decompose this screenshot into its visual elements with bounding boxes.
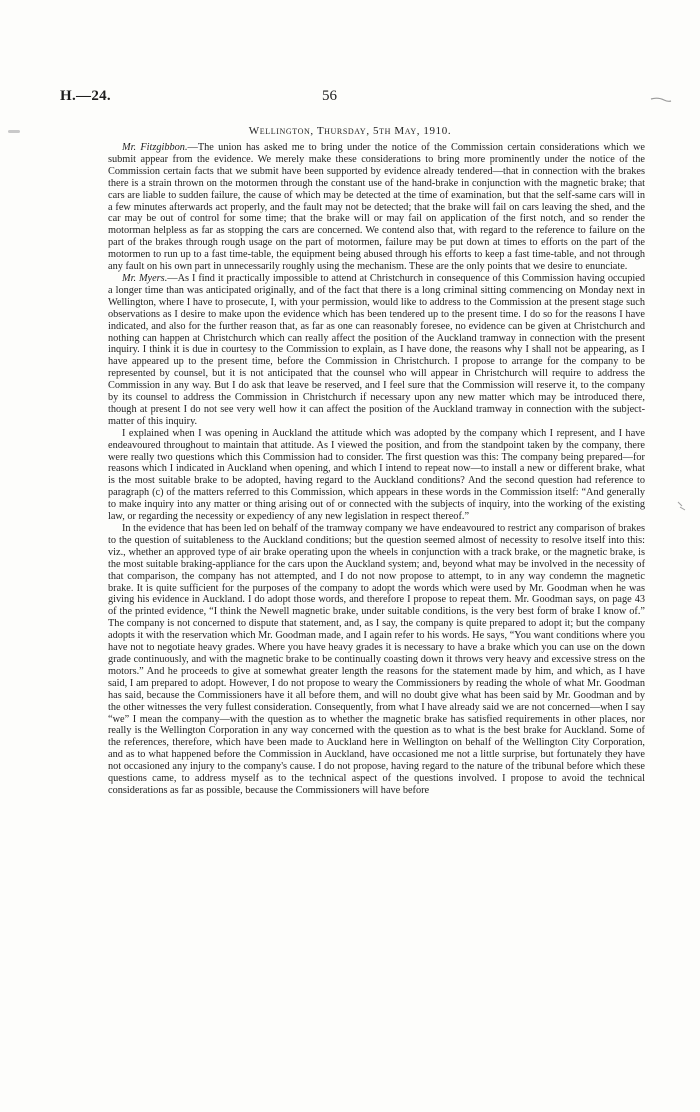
paragraph-text: I explained when I was opening in Auckland the attitude which was adopted by the company which I represent, and I have endeavoured throughout to maintain that attitude. As I viewed the position, and from the standpoint taken by the company, there were really two questions which this Commission had to consider. The first question was this: The company being prepared—for reasons which I indicated in Auckland when opening, and which I intend to repeat now—to install a new or different brake, what is the most suitable brake to be adopted, having regard to the Auckland conditions? And the second question had reference to paragraph (c) of the matters referred to this Commission, which appears in these words in the Commission itself: “And generally to make inquiry into any matter or thing arising out of or connected with the subjects of inquiry, into the working of the existing law, or regarding the necessity or expediency of any new legislation in respect thereof.” xyxy=(108,427,645,523)
page-number: 56 xyxy=(322,88,337,104)
paragraph-opening-attitude xyxy=(108,428,645,523)
parliamentary-paper-ref: H.—24. xyxy=(60,88,111,104)
section-heading: Wellington, Thursday, 5th May, 1910. xyxy=(248,125,452,137)
margin-mark xyxy=(650,96,672,104)
document-body xyxy=(108,142,645,797)
paragraph-evidence xyxy=(108,523,645,797)
paragraph-myers xyxy=(108,273,645,428)
paragraph-text: —The union has asked me to bring under the notice of the Commission certain considerations which we submit appear from the evidence. We merely make these considerations to bring more prominently under the notice of the Commission certain facts that we submit have been supported by evidence already tendered—that in connection with the brakes there is a strain thrown on the motormen through the constant use of the hand-brake in conjunction with the magnetic brake; that cars are liable to sudden failure, the cause of which may be detected at the time of examination, but that the self-same cars will in a few minutes afterwards act properly, and the fault may not be detected; that the brake will fail on cars leaving the shed, and the car may be out of control for some time; that the brake will or may fail on application of the first notch, and so render the motorman helpless as far as stopping the cars are concerned. We contend also that, with regard to the reference to failure on the part of the brakes through rough usage on the part of motormen, failure may be put down at times to efforts on the part of the motormen to run up to a fast time-table, the equipment being abused through his efforts to keep a fast time-table, and not through any fault on his own part in unnecessarily roughly using the mechanism. These are the only points that we desire to enunciate. xyxy=(108,142,645,273)
speaker-name: Mr. Myers. xyxy=(122,272,168,284)
paragraph-text: —As I find it practically impossible to attend at Christchurch in consequence of this Commission having occupied a longer time than was anticipated originally, and of the fact that there is a long criminal sitting commencing on Monday next in Wellington, where I have to prosecute, I, with your permission, would like to address to the Commission at the present stage such observations as I desire to make upon the evidence which has been tendered up to the present time. I do so for the reasons I have indicated, and also for the further reason that, as far as one can reasonably foresee, no evidence can be given at Christchurch and nothing can happen at Christchurch which can really affect the position of the Auckland tramway in connection with the present inquiry. I think it is due in courtesy to the Commission to explain, as I have done, the reasons why I shall not be appearing, as I have appeared up to the present time, before the Commission in Christchurch. I propose to arrange for the company to be represented by counsel, but it is not anticipated that the counsel who will appear in Christchurch will require to address the Commission in any way. But I do ask that leave be reserved, and I feel sure that the Commission will reserve it, to the company by its counsel to address the Commission in Christchurch if necessary upon any new matter which may be introduced there, though at present I do not see very well how it can affect the position of the Auckland tramway in connection with the subject-matter of this inquiry. xyxy=(108,272,645,427)
paragraph-text: In the evidence that has been led on behalf of the tramway company we have endeavoured to restrict any comparison of brakes to the question of suitableness to the Auckland conditions; but the question seemed almost of necessity to resolve itself into this: viz., whether an approved type of air brake operating upon the wheels in conjunction with a track brake, or the magnetic brake, is the most suitable braking-appliance for the cars upon the Auckland system; and, beyond what may be involved in the necessity of that comparison, the company has not attempted, and I do not now propose to attempt, to in any way condemn the magnetic brake. It is quite sufficient for the purposes of the company to adopt the words which were used by Mr. Goodman when he was giving his evidence in Auckland. I do adopt those words, and therefore I propose to repeat them. Mr. Goodman says, on page 43 of the printed evidence, “I think the Newell magnetic brake, under suitable conditions, is the very best form of brake I know of.” The company is not concerned to dispute that statement, and, as I say, the company is quite prepared to adopt it; but the company adopts it with the reservation which Mr. Goodman made, and I again refer to his words. He says, “You want conditions where you have not to negotiate heavy grades. Where you have heavy grades it is necessary to have a brake which you can use on the down grade continuously, and with the magnetic brake to be continually coasting down it throws very heavy and excessive stress on the motors.” And he proceeds to give at somewhat greater length the reasons for the statement made by him, and which, as I have said, I am prepared to adopt. However, I do not propose to weary the Commissioners by reading the whole of what Mr. Goodman has said, because the Commissioners have it all before them, and will no doubt give what has been said by Mr. Goodman and by the other witnesses the very fullest consideration. Consequently, from what I have already said we are not concerned—when I say “we” I mean the company—with the question as to whether the magnetic brake has satisfied requirements in other places, nor really is the Wellington Corporation in any way concerned with the question as to what is the best brake for Auckland. Some of the references, therefore, which have been made to Auckland here in Wellington on behalf of the Wellington City Corporation, and as to what happened before the Commission in Auckland, have occasioned me not a little surprise, but fortunately they have not occasioned any injury to the company's cause. I do not propose, having regard to the nature of the tribunal before which these questions came, to address myself as to the technical aspect of the questions involved. I propose to avoid the technical considerations as far as possible, because the Commissioners will have before xyxy=(108,523,645,796)
paragraph-fitzgibbon xyxy=(108,142,645,273)
margin-scribble xyxy=(676,500,688,512)
speaker-name: Mr. Fitzgibbon. xyxy=(122,142,188,153)
